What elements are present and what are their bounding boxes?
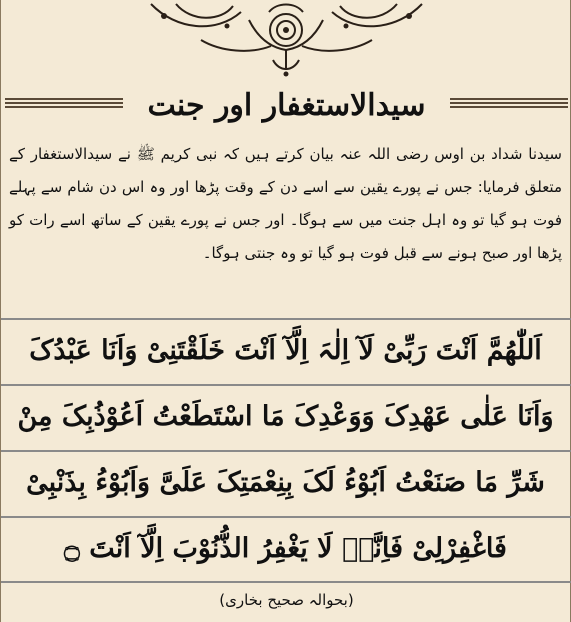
hadith-paragraph: سیدنا شداد بن اوس رضی اللہ عنہ بیان کرتے ہیں کہ نبی کریم ﷺ نے سیدالاستغفار کے متعلق فرمایا: جس نے پورے یقین سے اسے دن کے وقت پڑھا اور وہ اس دن شام سے پہلے فوت ہو گیا تو وہ اہل جنت میں سے ہوگا۔ اور جس نے پورے یقین کے ساتھ اسے رات کو پڑھا اور صبح ہونے سے قبل فوت ہو گیا تو وہ جنتی ہوگا۔ bbox=[9, 145, 562, 262]
title-row bbox=[1, 84, 571, 128]
dua-line: فَاغْفِرْلِیْ فَاِنَّہٗ لَا یَغْفِرُ الذُّنُوْبَ اِلَّآ اَنْتَ ۝ bbox=[64, 533, 507, 564]
dua-line: اَللّٰھُمَّ اَنْتَ رَبِّیْ لَآ اِلٰہَ اِلَّآ اَنْتَ خَلَقْتَنِیْ وَاَنَا عَبْدُکَ bbox=[29, 335, 542, 366]
floral-ornament-icon bbox=[1, 0, 571, 78]
title-rule-right bbox=[450, 98, 568, 112]
dua-line: وَاَنَا عَلٰی عَھْدِکَ وَوَعْدِکَ مَا اسْتَطَعْتُ اَعُوْذُبِکَ مِنْ bbox=[17, 401, 554, 432]
reference-text: (بحوالہ صحیح بخاری) bbox=[219, 591, 354, 609]
dua-line: شَرِّ مَا صَنَعْتُ اَبُوْءُ لَکَ بِنِعْمَتِکَ عَلَیَّ وَاَبُوْءُ بِذَنْبِیْ bbox=[26, 467, 545, 498]
title-rule-left bbox=[5, 98, 123, 112]
page-title: سیدالاستغفار اور جنت bbox=[147, 88, 426, 123]
